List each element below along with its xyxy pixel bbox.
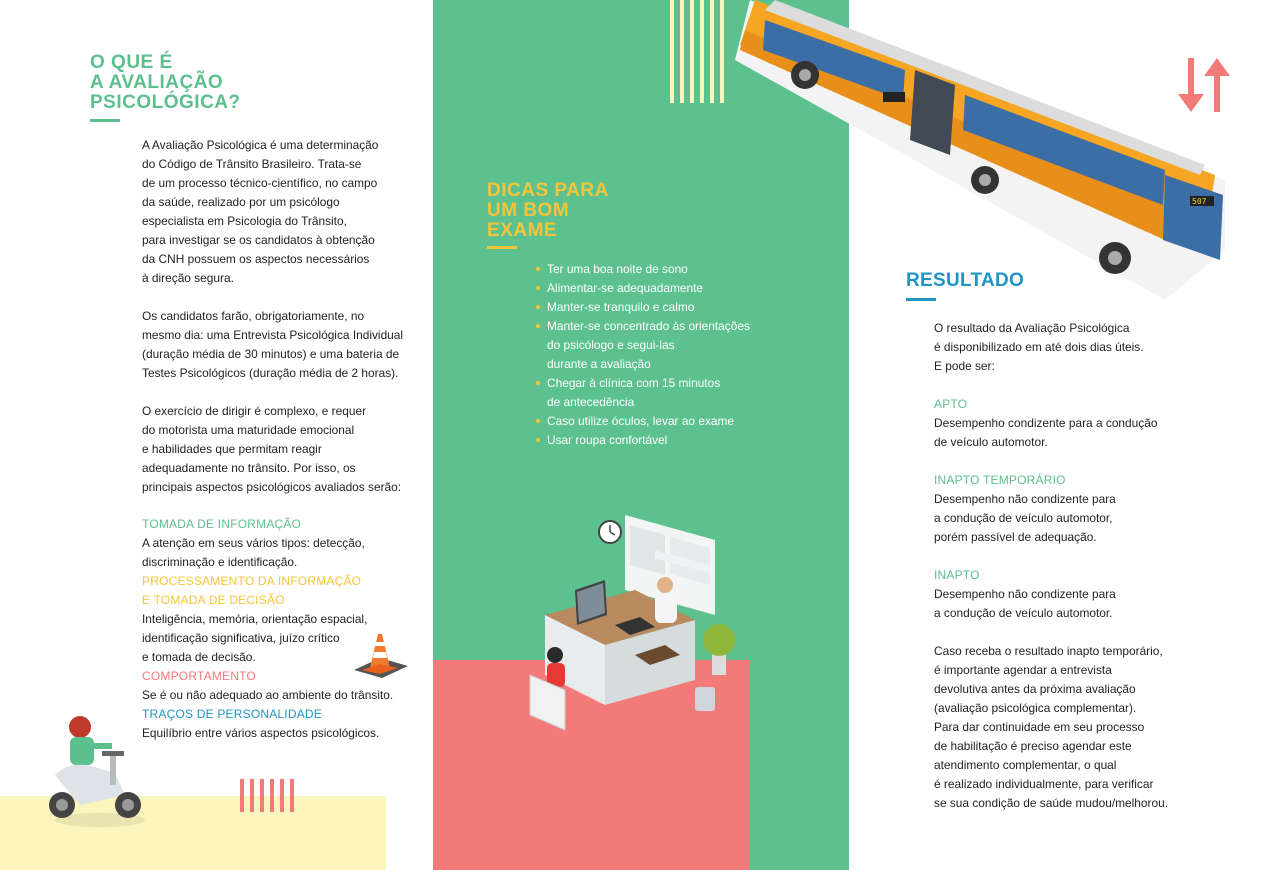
tip-item: Manter-se tranquilo e calmo — [536, 298, 796, 317]
col1-title-underline — [90, 119, 120, 122]
spacer — [934, 452, 1234, 471]
aspect-text: A atenção em seus vários tipos: detecção, discriminação e identificação. — [142, 536, 365, 569]
col2-title-underline — [487, 246, 517, 249]
intro-paragraph: A Avaliação Psicológica é uma determinação do Código de Trânsito Brasileiro. Trata-se de um processo técnico-científico, no campo da saúde, realizado por um psicólogo especialista em Psicologia do Trânsito, para investigar se os candidatos à obtenção da CNH possuem os aspectos necessários à direção segura. — [142, 138, 379, 285]
tip-item: Caso utilize óculos, levar ao exame — [536, 412, 796, 431]
spacer — [934, 547, 1234, 566]
tip-item: Usar roupa confortável — [536, 431, 796, 450]
result-type-title: APTO — [934, 397, 968, 411]
aspect-title: TOMADA DE INFORMAÇÃO — [142, 517, 302, 531]
scooter-rider-illustration — [40, 705, 150, 830]
tip-item: Chegar à clínica com 15 minutos de antecedência — [536, 374, 796, 412]
aspect-text: Inteligência, memória, orientação espacial, identificação significativa, juízo crítico e tomada de decisão. — [142, 612, 368, 664]
up-down-arrows-icon — [1178, 58, 1232, 112]
result-type-text: Desempenho não condizente para a condução de veículo automotor, porém passível de adequação. — [934, 492, 1116, 544]
tip-item: Manter-se concentrado às orientações do psicólogo e segui-las durante a avaliação — [536, 317, 796, 374]
col2-title — [487, 181, 609, 241]
result-type-title: INAPTO TEMPORÁRIO — [934, 473, 1066, 487]
result-type-text: Desempenho condizente para a condução de veículo automotor. — [934, 416, 1158, 449]
col1-title — [90, 53, 241, 113]
cream-stripes-decoration — [670, 0, 726, 103]
candidates-paragraph: Os candidatos farão, obrigatoriamente, no mesmo dia: uma Entrevista Psicológica Individual (duração média de 30 minutos) e uma bateria de Testes Psicológicos (duração média de 2 horas). — [142, 309, 404, 380]
col1-title-line: PSICOLÓGICA? — [90, 92, 241, 113]
pink-stripes-decoration — [240, 779, 296, 812]
result-types-list — [934, 395, 1234, 623]
col3-title-underline — [906, 298, 936, 301]
driving-paragraph: O exercício de dirigir é complexo, e requer do motorista uma maturidade emocional e habilidades que permitam reagir adequadamente no trânsito. Por isso, os principais aspectos psicológicos avaliados serão: — [142, 404, 402, 494]
result-intro: O resultado da Avaliação Psicológica é disponibilizado em até dois dias úteis. E pode ser: — [934, 321, 1144, 373]
aspect-title: COMPORTAMENTO — [142, 669, 256, 683]
result-type-title: INAPTO — [934, 568, 980, 582]
traffic-cone-illustration — [350, 630, 412, 680]
closing-paragraph: Caso receba o resultado inapto temporário, é importante agendar a entrevista devolutiva antes da próxima avaliação (avaliação psicológica complementar). Para dar continuidade em seu processo de habilitação é preciso agendar este atendimento complementar, o qual é realizado individualmente, para verificar se sua condição de saúde mudou/melhorou. — [934, 644, 1169, 810]
bus-route-number-front: 507 — [1192, 197, 1207, 206]
col2-title-line: DICAS PARA — [487, 180, 609, 201]
aspect-text: Se é ou não adequado ao ambiente do trânsito. — [142, 688, 394, 702]
aspects-list — [142, 515, 422, 743]
tip-item: Ter uma boa noite de sono — [536, 260, 796, 279]
aspect-text: Equilíbrio entre vários aspectos psicológicos. — [142, 726, 380, 740]
office-illustration — [515, 505, 745, 745]
aspect-title: TRAÇOS DE PERSONALIDADE — [142, 707, 322, 721]
col3-title: RESULTADO — [906, 270, 1025, 291]
col1-title-line: O QUE É — [90, 52, 173, 73]
bus-illustration — [735, 0, 1235, 300]
col2-title-line: UM BOM — [487, 200, 570, 221]
col2-title-line: EXAME — [487, 220, 558, 241]
aspect-title: PROCESSAMENTO DA INFORMAÇÃO E TOMADA DE DECISÃO — [142, 574, 362, 607]
result-type-text: Desempenho não condizente para a condução de veículo automotor. — [934, 587, 1116, 620]
col1-title-line: A AVALIAÇÃO — [90, 72, 224, 93]
tip-item: Alimentar-se adequadamente — [536, 279, 796, 298]
